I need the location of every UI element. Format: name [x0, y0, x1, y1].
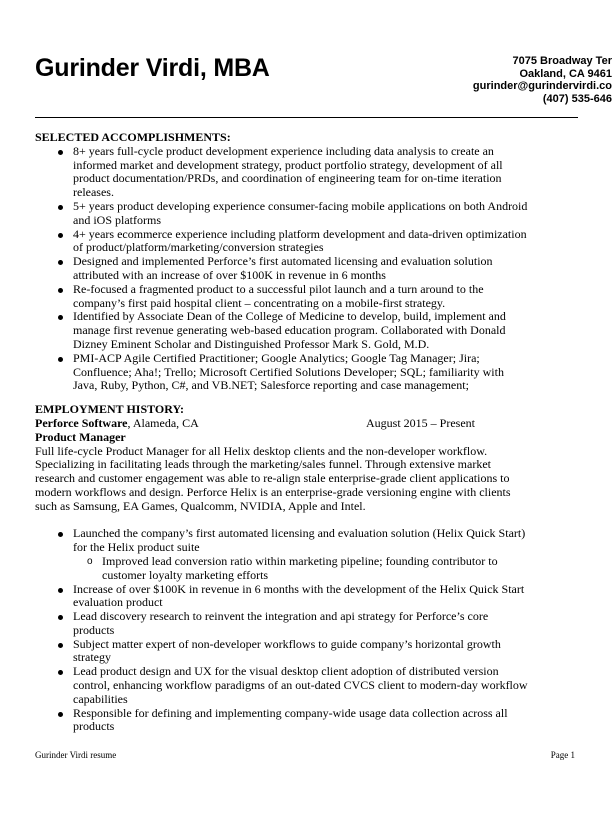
- employment-heading: EMPLOYMENT HISTORY:: [35, 402, 185, 417]
- accomplishments-list: [35, 145, 580, 393]
- sub-list-item: o Improved lead conversion ratio within marketing pipeline; founding contributor to customer loyalty marketing efforts: [35, 555, 527, 583]
- footer-title: Gurinder Virdi resume: [35, 750, 117, 761]
- spacer: [35, 514, 580, 528]
- address-street: 7075 Broadway Ter: [512, 55, 612, 67]
- job-company-line: [35, 417, 366, 431]
- job-bullets: [35, 527, 580, 734]
- employment-section: [35, 403, 580, 734]
- email[interactable]: gurinder@gurindervirdi.co: [472, 80, 612, 93]
- page-footer: [35, 734, 575, 761]
- job-header: [35, 417, 580, 431]
- list-item: Increase of over $100K in revenue in 6 months with the development of the Helix Quick Start evaluation product: [35, 583, 529, 611]
- list-item: Designed and implemented Perforce’s first automated licensing and evaluation solution attributed with an increase of over $100K in revenue in 6 months: [35, 255, 529, 283]
- list-item: 8+ years full-cycle product development experience including data analysis to create an informed market and development strategy, product portfolio strategy, development of all product documentation/PRDs, and coordination of engineering team for on-time iteration releases.: [35, 145, 529, 200]
- accomplishments-heading: SELECTED ACCOMPLISHMENTS:: [35, 130, 231, 144]
- list-item: Subject matter expert of non-developer workflows to guide company’s horizontal growth strategy: [35, 638, 529, 666]
- company-name: Perforce Software: [35, 415, 128, 430]
- list-item: Lead discovery research to reinvent the integration and api strategy for Perforce’s core products: [35, 610, 529, 638]
- list-item: 4+ years ecommerce experience including platform development and data-driven optimization of product/platform/marketing/conversion strategies: [35, 228, 529, 256]
- job-summary: Full life-cycle Product Manager for all Helix desktop clients and the non-developer workflow. Specializing in facilitating leads through the marketing/sales funnel. Through extensive market research and customer engagement was able to re-align stale enterprise-grade client applications to modern workflows and design. Perforce Helix is an enterprise-grade versioning engine with clients such as Samsung, EA Games, Qualcomm, NVIDIA, Apple and Intel.: [35, 443, 511, 513]
- list-item: Identified by Associate Dean of the College of Medicine to develop, build, implement and manage first revenue generating web-based education program. Collaborated with Donald Dizney Eminent Scholar and Distinguished Professor Mark S. Gold, M.D.: [35, 310, 529, 351]
- list-item: 5+ years product developing experience consumer-facing mobile applications on both Android and iOS platforms: [35, 200, 529, 228]
- job-title: Product Manager: [35, 429, 126, 444]
- accomplishments-section: [35, 131, 580, 393]
- job-dates: August 2015 – Present: [366, 415, 475, 430]
- contact-block: [392, 55, 612, 106]
- list-item: Launched the company’s first automated licensing and evaluation solution (Helix Quick Start) for the Helix product suite: [35, 527, 529, 555]
- page-number: Page 1: [550, 750, 575, 761]
- resume-header: [0, 0, 612, 131]
- list-item: Lead product design and UX for the visual desktop client adoption of distributed version control, enhancing workflow paradigms of an out-dated CVCS client to modern-day workflow capabilities: [35, 665, 529, 706]
- job-location: , Alameda, CA: [127, 415, 199, 430]
- candidate-name: Gurinder Virdi, MBA: [35, 54, 270, 82]
- phone: (407) 535-646: [542, 93, 612, 106]
- address-city: Oakland, CA 9461: [519, 67, 612, 80]
- list-item: Responsible for defining and implementing company-wide usage data collection across all products: [35, 707, 529, 735]
- header-divider: [35, 117, 578, 118]
- list-item: Re-focused a fragmented product to a successful pilot launch and a turn around to the company’s first paid hospital client – concentrating on a mobile-first strategy.: [35, 283, 529, 311]
- list-item: PMI-ACP Agile Certified Practitioner; Google Analytics; Google Tag Manager; Jira; Confluence; Aha!; Trello; Microsoft Certified Solutions Developer; SQL; familiarity with Java, Ruby, Python, C#, and VB.NET; Salesforce reporting and case management;: [35, 352, 529, 393]
